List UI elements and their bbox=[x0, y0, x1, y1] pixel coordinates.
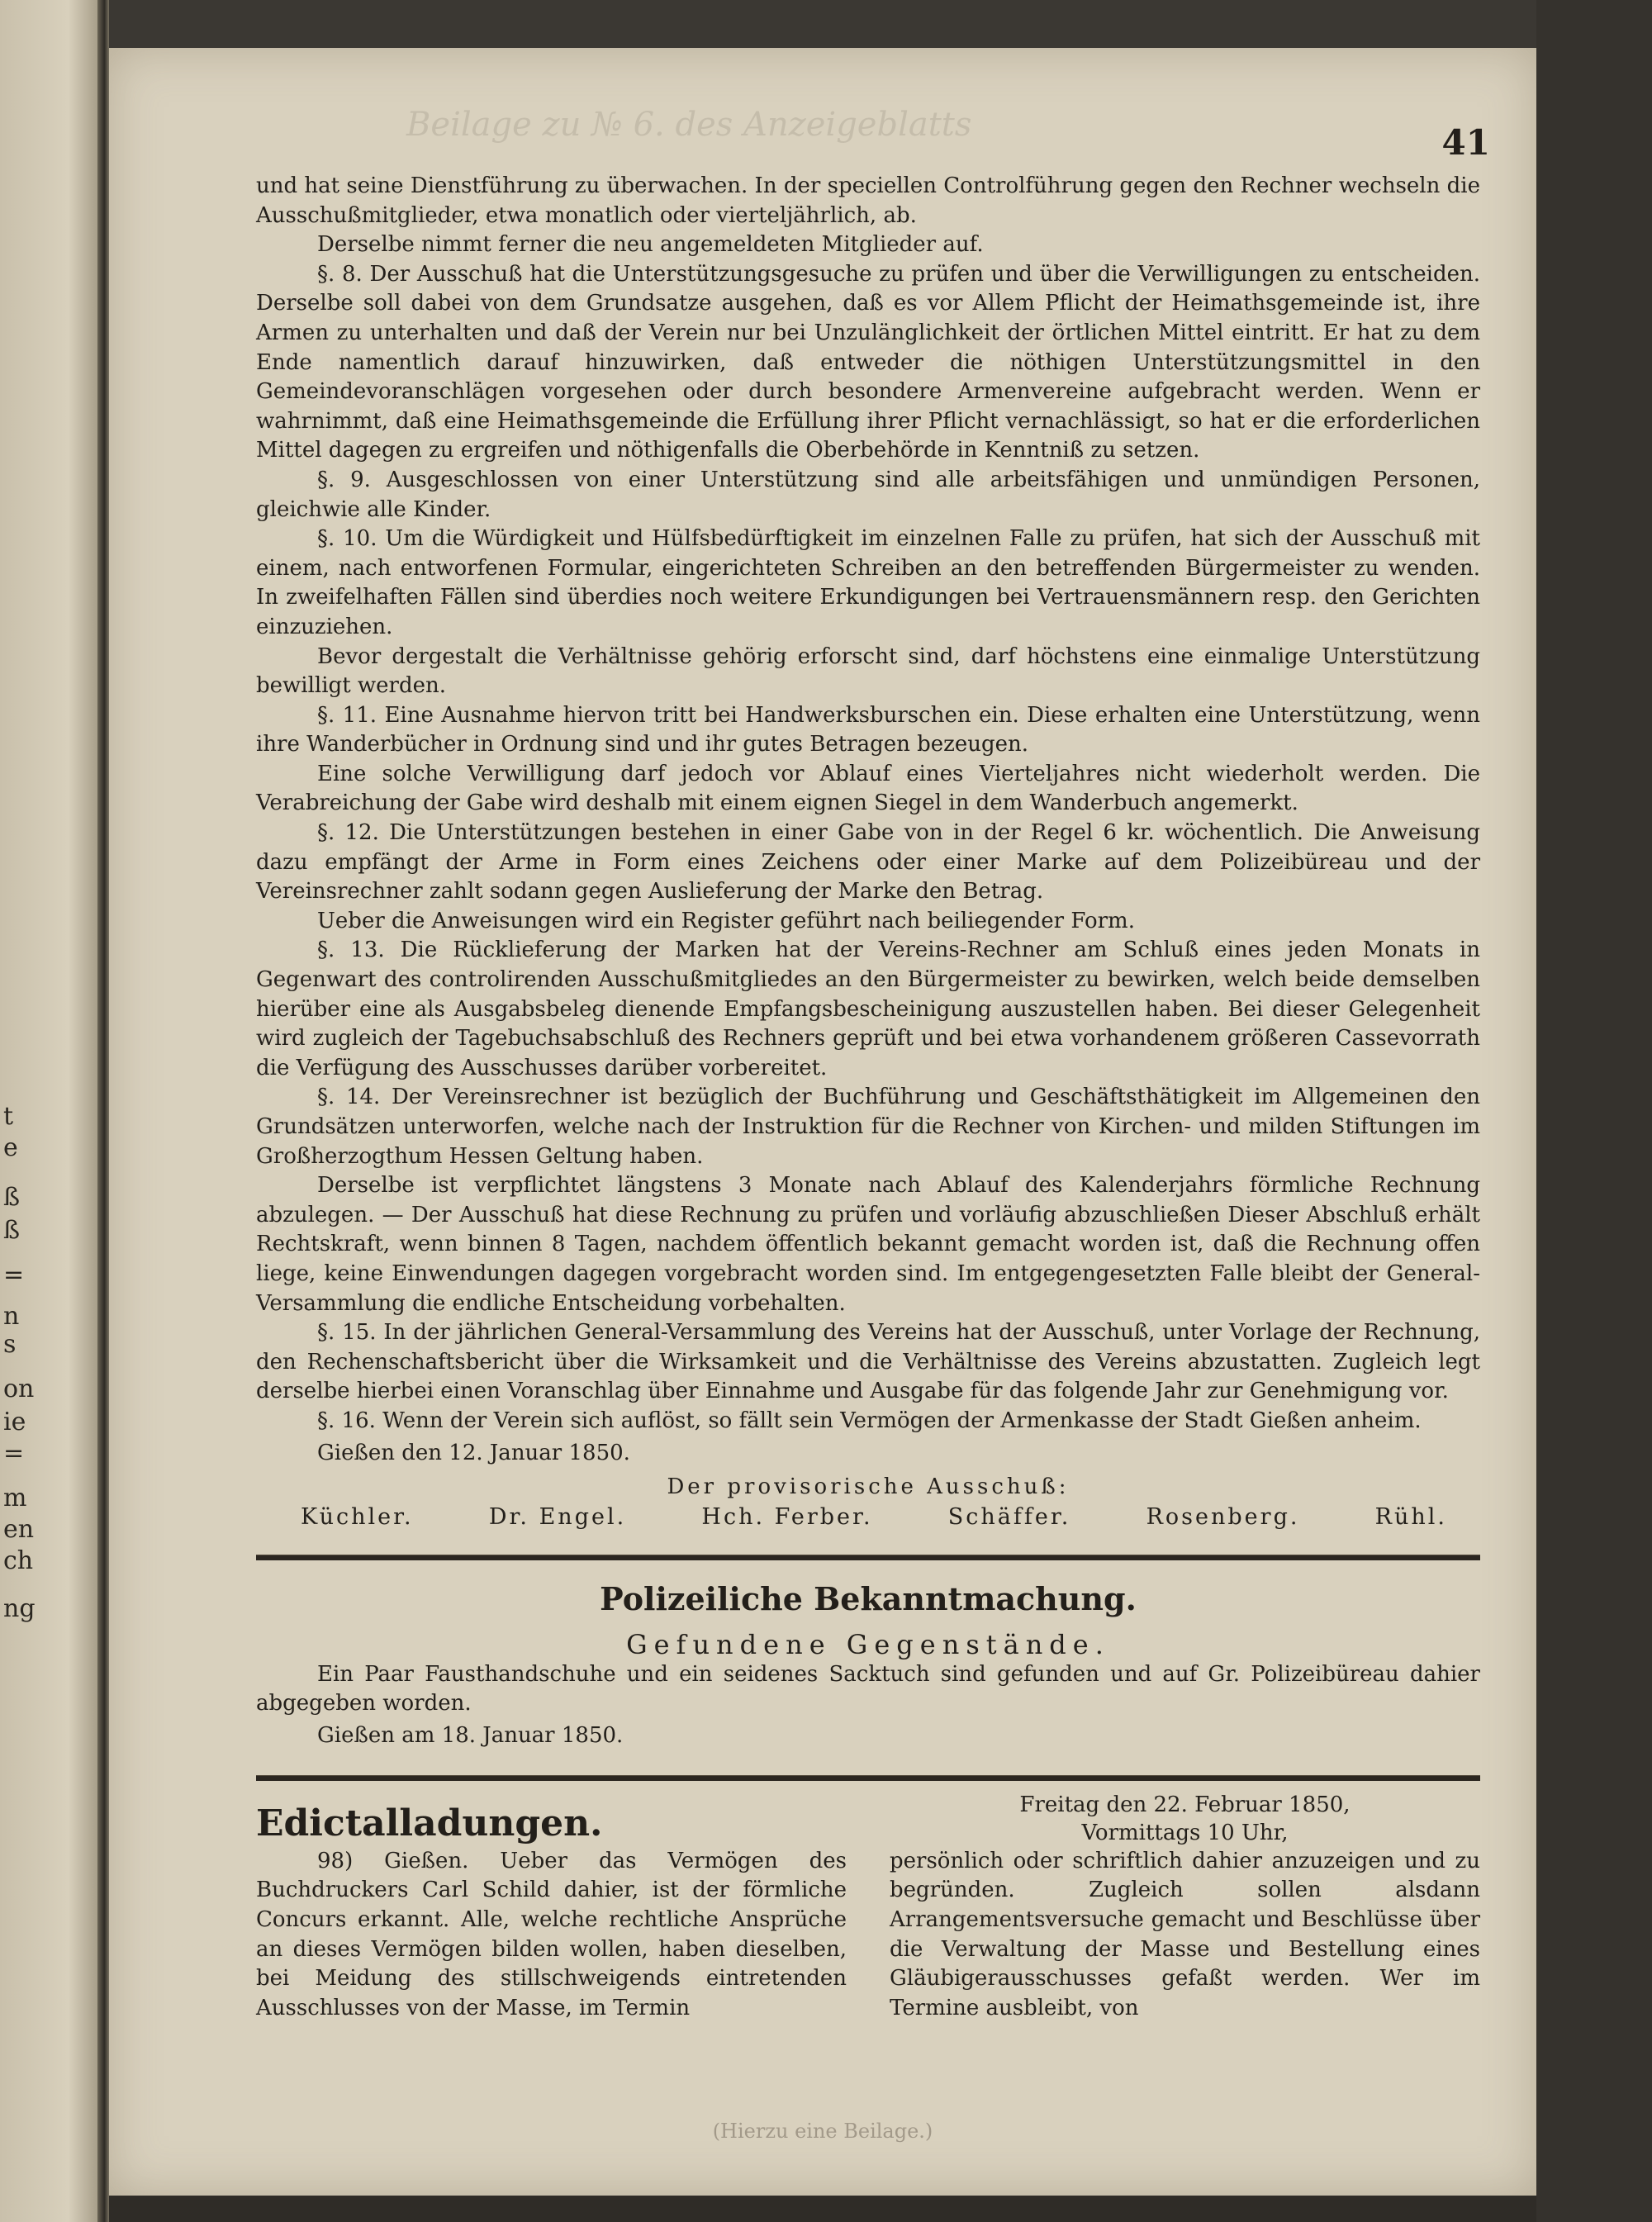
statute-paragraph: Bevor dergestalt die Verhältnisse gehörig erforscht sind, darf höchstens eine einmalige Unterstützung bewilligt werden. bbox=[256, 643, 1480, 699]
section-divider bbox=[256, 1555, 1480, 1560]
statute-paragraph: §. 15. In der jährlichen General-Versammlung des Vereins hat der Ausschuß, unter Vorlage der Rechnung, den Rechenschaftsbericht über die Wirksamkeit und die Verhältnisse des Vereins abzustatten. Zugleich legt derselbe hierbei einen Voranschlag über Einnahme und Ausgabe für das folgende Jahr zur Genehmigung vor. bbox=[256, 1320, 1480, 1404]
statute-paragraph: §. 13. Die Rücklieferung der Marken hat der Vereins-Rechner am Schluß eines jeden Monats in Gegenwart des controlirenden Ausschußmitgliedes an den Bürgermeister zu bewirken, welch beide demselben hierüber eine als Ausgabsbeleg dienende Empfangsbescheinigung auszustellen haben. Bei dieser Gelegenheit wird zugleich der Tagebuchsabschluß des Rechners geprüft und bei etwa vorhandenem größeren Cassevorrath die Verfügung des Ausschusses darüber vorbereitet. bbox=[256, 938, 1480, 1080]
police-notice-date: Gießen am 18. Januar 1850. bbox=[317, 1722, 624, 1748]
margin-fragment: ß bbox=[3, 1216, 21, 1245]
statute-paragraph: Derselbe ist verpflichtet längstens 3 Monate nach Ablauf des Kalenderjahrs förmliche Rechnung abzulegen. — Der Ausschuß hat diese Rechnung zu prüfen und vorläufig abzuschließen Dieser Abschluß erhält Rechtskraft, wenn binnen 8 Tagen, nachdem öffentlich bekannt gemacht worden ist, daß die Rechnung offen liege, keine Einwendungen dagegen vorgebracht worden sind. Im entgegengesetzten Falle bleibt der General-Versammlung die endliche Entscheidung vorbehalten. bbox=[256, 1173, 1480, 1316]
margin-fragment: ng bbox=[3, 1594, 36, 1623]
statute-paragraph: und hat seine Dienstführung zu überwachen. In der speciellen Controlführung gegen den Rechner wechseln die Ausschußmitglieder, etwa monatlich oder vierteljährlich, ab. bbox=[256, 173, 1480, 228]
margin-fragment: en bbox=[3, 1515, 35, 1544]
edict-left-column bbox=[256, 1791, 847, 2024]
book-spine bbox=[97, 0, 109, 2222]
statute-paragraph: §. 8. Der Ausschuß hat die Unterstützungsgesuche zu prüfen und über die Verwilligungen zu entscheiden. Derselbe soll dabei von dem Grundsatze ausgehen, daß es vor Allem Pflicht der Heimathsgemeinde ist, ihre Armen zu unterhalten und daß der Verein nur bei Unzulänglichkeit der örtlichen Mittel eintritt. Er hat zu dem Ende namentlich darauf hinzuwirken, daß entweder die nöthigen Unterstützungsmittel in den Gemeindevoranschlägen vorgesehen oder durch besondere Armenvereine aufgebracht werden. Wenn er wahrnimmt, daß eine Heimathsgemeinde die Erfüllung ihrer Pflicht vernachlässigt, so hat er die erforderlichen Mittel dagegen zu ergreifen und nöthigenfalls die Oberbehörde in Kenntniß zu setzen. bbox=[256, 261, 1480, 463]
margin-fragment: ch bbox=[3, 1546, 34, 1575]
statute-paragraph: §. 9. Ausgeschlossen von einer Unterstützung sind alle arbeitsfähigen und unmündigen Personen, gleichwie alle Kinder. bbox=[256, 467, 1480, 522]
margin-fragment: = bbox=[3, 1439, 25, 1468]
found-items-heading: Gefundene Gegenstände. bbox=[626, 1628, 1110, 1660]
statute-date-line: Gießen den 12. Januar 1850. bbox=[317, 1440, 630, 1465]
margin-fragment: ß bbox=[3, 1183, 21, 1212]
section-divider bbox=[256, 1775, 1480, 1781]
document-page bbox=[109, 48, 1536, 2196]
page-number: 41 bbox=[1441, 122, 1490, 163]
police-notice-title: Polizeiliche Bekanntmachung. bbox=[600, 1579, 1137, 1617]
edict-time: Vormittags 10 Uhr, bbox=[1081, 1820, 1289, 1845]
signature-name: Dr. Engel. bbox=[488, 1503, 627, 1530]
margin-fragment: s bbox=[3, 1330, 17, 1359]
edict-columns bbox=[256, 1791, 1480, 2024]
margin-fragment: on bbox=[3, 1375, 35, 1403]
statute-paragraph: Eine solche Verwilligung darf jedoch vor Ablauf eines Vierteljahres nicht wiederholt werden. Die Verabreichung der Gabe wird deshalb mit einem eignen Siegel in dem Wanderbuch angemerkt. bbox=[256, 761, 1480, 816]
scan-background-bottom bbox=[109, 2196, 1536, 2222]
signature-name: Küchler. bbox=[301, 1503, 414, 1530]
signature-list bbox=[301, 1504, 1447, 1530]
statute-paragraph: Derselbe nimmt ferner die neu angemeldeten Mitglieder auf. bbox=[317, 232, 984, 258]
statute-paragraph: Ueber die Anweisungen wird ein Register geführt nach beiliegender Form. bbox=[317, 908, 1135, 933]
police-notice-text: Ein Paar Fausthandschuhe und ein seidenes Sacktuch sind gefunden und auf Gr. Polizeibüreau dahier abgegeben worden. bbox=[256, 1661, 1480, 1716]
edict-date: Freitag den 22. Februar 1850, bbox=[1019, 1792, 1351, 1817]
signature-name: Rühl. bbox=[1374, 1503, 1447, 1530]
previous-page-edge bbox=[0, 0, 97, 2222]
scan-background-right bbox=[1536, 0, 1652, 2222]
margin-fragment: = bbox=[3, 1261, 25, 1289]
committee-heading: Der provisorische Ausschuß: bbox=[667, 1474, 1070, 1499]
edict-right-column bbox=[890, 1791, 1480, 2024]
bleed-through-heading: Beilage zu № 6. des Anzeigeblatts bbox=[406, 106, 972, 144]
margin-fragment: m bbox=[3, 1484, 27, 1512]
margin-fragment: ie bbox=[3, 1408, 26, 1436]
signature-name: Rosenberg. bbox=[1146, 1503, 1300, 1530]
margin-fragment: e bbox=[3, 1133, 18, 1162]
statute-paragraphs bbox=[256, 172, 1480, 1436]
signature-name: Hch. Ferber. bbox=[701, 1503, 873, 1530]
signature-name: Schäffer. bbox=[947, 1503, 1071, 1530]
margin-fragment: n bbox=[3, 1302, 20, 1331]
margin-fragment: t bbox=[3, 1102, 14, 1131]
footer-note: (Hierzu eine Beilage.) bbox=[712, 2120, 933, 2143]
statute-paragraph: §. 11. Eine Ausnahme hiervon tritt bei Handwerksburschen ein. Diese erhalten eine Unterstützung, wenn ihre Wanderbücher in Ordnung sind und ihr gutes Betragen bezeugen. bbox=[256, 702, 1480, 757]
edict-heading: Edictalladungen. bbox=[256, 1802, 603, 1845]
edict-right-text: persönlich oder schriftlich dahier anzuzeigen und zu begründen. Zugleich sollen alsdann Arrangementsversuche gemacht und Beschlüsse über die Verwaltung der Masse und Bestellung eines Gläubigerausschusses gefaßt werden. Wer im Termine ausbleibt, von bbox=[890, 1848, 1480, 2020]
statute-paragraph: §. 10. Um die Würdigkeit und Hülfsbedürftigkeit im einzelnen Falle zu prüfen, hat sich der Ausschuß mit einem, nach entworfenen Formular, eingerichteten Schreiben an den betreffenden Bürgermeister zu wenden. In zweifelhaften Fällen sind überdies noch weitere Erkundigungen bei Vertrauensmännern resp. den Gerichten einzuziehen. bbox=[256, 526, 1480, 639]
statute-paragraph: §. 12. Die Unterstützungen bestehen in einer Gabe von in der Regel 6 kr. wöchentlich. Die Anweisung dazu empfängt der Arme in Form eines Zeichens oder einer Marke auf dem Polizeibüreau und der Vereinsrechner zahlt sodann gegen Auslieferung der Marke den Betrag. bbox=[256, 820, 1480, 904]
statute-paragraph: §. 14. Der Vereinsrechner ist bezüglich der Buchführung und Geschäftsthätigkeit im Allgemeinen den Grundsätzen unterworfen, welche nach der Instruktion für die Rechner von Kirchen- und milden Stiftungen im Großherzogthum Hessen Geltung haben. bbox=[256, 1085, 1480, 1169]
edict-left-text: 98) Gießen. Ueber das Vermögen des Buchdruckers Carl Schild dahier, ist der förmliche Concurs erkannt. Alle, welche rechtliche Ansprüche an dieses Vermögen bilden wollen, haben dieselben, bei Meidung des stillschweigends eintretenden Ausschlusses von der Masse, im Termin bbox=[256, 1848, 847, 2020]
page-content bbox=[256, 172, 1480, 2023]
statute-paragraph: §. 16. Wenn der Verein sich auflöst, so fällt sein Vermögen der Armenkasse der Stadt Gießen anheim. bbox=[317, 1408, 1422, 1433]
